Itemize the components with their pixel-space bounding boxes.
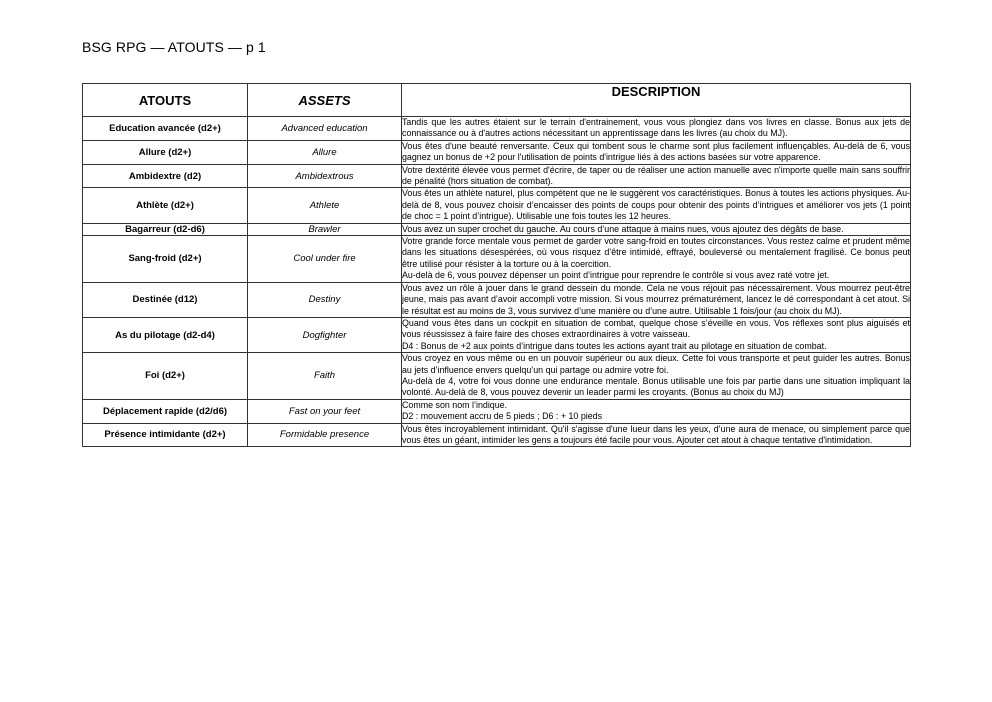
description-paragraph: Comme son nom l’indique. [402,399,508,410]
atout-description [402,423,911,447]
atout-name: Foi (d2+) [83,353,248,400]
column-header-description: DESCRIPTION [402,84,911,117]
atout-name: As du pilotage (d2-d4) [83,317,248,352]
description-paragraph: Quand vous êtes dans un cockpit en situation de combat, quelque chose s’éveille en vous. Vos réflexes sont plus aiguisés et vous réussissez à faire faire des choses extraordinaires à votre vaisseau. [402,317,910,340]
asset-name: Formidable presence [248,423,402,447]
description-paragraph: Vous êtes incroyablement intimidant. Qu'il s'agisse d'une lueur dans les yeux, d’une aura de menace, ou simplement parce que vous êtes un géant, intimider les gens a toujours été facile pour vous. Ajouter cet atout à chaque tentative d'intimidation. [402,423,910,445]
atout-name: Sang-froid (d2+) [83,236,248,283]
table-row [83,353,911,400]
asset-name: Destiny [248,282,402,317]
atout-description [402,164,911,188]
asset-name: Faith [248,353,402,400]
description-paragraph: Au-delà de 6, vous pouvez dépenser un point d’intrigue pour reprendre le contrôle si vous avez raté votre jet. [402,270,830,281]
asset-name: Cool under fire [248,236,402,283]
atout-description [402,188,911,223]
asset-name: Advanced education [248,117,402,141]
atout-name: Education avancée (d2+) [83,117,248,141]
asset-name: Dogfighter [248,317,402,352]
description-paragraph: Votre grande force mentale vous permet de garder votre sang-froid en toutes circonstances. Vous restez calme et prudent même dans les situations désespérées, où vous risquez d’être intimidé, effrayé, bouleversé ou mentalement fragilisé. Ce bonus peut être utilisé pour résister à la torture ou à la coercition. [402,236,910,269]
atout-description [402,223,911,235]
description-paragraph: Vous avez un super crochet du gauche. Au cours d’une attaque à mains nues, vous ajoutez des dégâts de base. [402,223,844,234]
atout-description [402,117,911,141]
description-paragraph: Vous avez un rôle à jouer dans le grand dessein du monde. Cela ne vous réjouit pas nécessairement. Vous mourrez peut-être jeune, mais pas avant d’avoir accompli votre mission. Si vous mourrez prématurément, lancez le dé correspondant à cet atout. Si le résultat est au moins de 3, vous survivez d’une manière ou d’une autre. Utilisable 1 fois/jour (au choix du MJ). [402,282,910,316]
description-paragraph: Vous êtes un athlète naturel, plus compétent que ne le suggèrent vos caractéristiques. Bonus à toutes les actions physiques. Au-delà de 8, vous pouvez choisir d’encaisser des points de coups pour obtenir des points d’intrigues et améliorer vos jets (1 point de choc = 1 point d’intrigue). Utilisable une fois toutes les 12 heures. [402,188,910,222]
table-row [83,399,911,423]
description-paragraph: D4 : Bonus de +2 aux points d’intrigue dans toutes les actions ayant trait au pilotage en situation de combat. [402,340,827,351]
table-row [83,236,911,283]
atout-name: Destinée (d12) [83,282,248,317]
atout-name: Présence intimidante (d2+) [83,423,248,447]
table-row [83,117,911,141]
atout-description [402,317,911,352]
atout-description [402,236,911,283]
atout-name: Ambidextre (d2) [83,164,248,188]
asset-name: Ambidextrous [248,164,402,188]
table-row [83,164,911,188]
atout-name: Athlète (d2+) [83,188,248,223]
table-row [83,188,911,223]
atout-description [402,282,911,317]
asset-name: Athlete [248,188,402,223]
column-header-atouts: ATOUTS [83,84,248,117]
description-paragraph: Votre dextérité élevée vous permet d'écrire, de taper ou de réaliser une action manuelle avec n'importe quelle main sans souffrir de pénalité (hors situation de combat). [402,164,910,187]
column-header-assets: ASSETS [248,84,402,117]
asset-name: Fast on your feet [248,399,402,423]
atout-name: Déplacement rapide (d2/d6) [83,399,248,423]
atout-description [402,399,911,423]
table-header-row [83,84,911,117]
page-title: BSG RPG — ATOUTS — p 1 [82,39,266,55]
description-paragraph: Tandis que les autres étaient sur le terrain d'entrainement, vous vous plongiez dans vos livres en classe. Bonus aux jets de connaissance ou à d'autres actions nécessitant un apprentissage dans les livres (au choix du MJ). [402,117,910,139]
atout-name: Bagarreur (d2-d6) [83,223,248,235]
asset-name: Allure [248,140,402,164]
asset-name: Brawler [248,223,402,235]
description-paragraph: Vous croyez en vous même ou en un pouvoir supérieur ou aux dieux. Cette foi vous transporte et peut guider les autres. Bonus au jets d’influence envers quelqu’un qui partage ou admire votre foi. [402,353,910,375]
atout-name: Allure (d2+) [83,140,248,164]
description-paragraph: Au-delà de 4, votre foi vous donne une endurance mentale. Bonus utilisable une fois par partie dans une situation impliquant la volonté. Au-delà de 8, vous pouvez devenir un leader parmi les croyants. (Bonus au choix du MJ) [402,375,910,398]
atout-description [402,140,911,164]
table-row [83,317,911,352]
assets-table [82,83,911,447]
description-paragraph: D2 : mouvement accru de 5 pieds ; D6 : + 10 pieds [402,411,603,422]
description-paragraph: Vous êtes d'une beauté renversante. Ceux qui tombent sous le charme sont plus facilement influençables. Au-delà de 6, vous gagnez un bonus de +2 pour l'utilisation de points d'intrigue liés à des actions basées sur votre apparence. [402,140,910,163]
table-row [83,282,911,317]
table-row [83,140,911,164]
table-row [83,423,911,447]
table-row [83,223,911,235]
atout-description [402,353,911,400]
